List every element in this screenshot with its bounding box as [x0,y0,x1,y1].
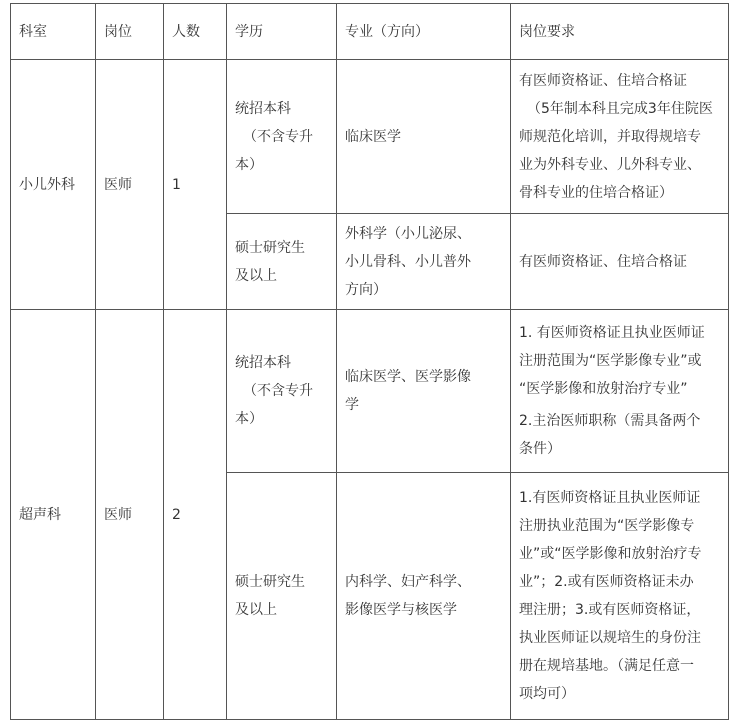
req-line: 1.有医师资格证且执业医师证 [519,490,701,506]
table-row [11,310,729,473]
major-cell [337,310,511,473]
count-cell: 2 [164,310,227,720]
header-req: 岗位要求 [511,4,729,60]
req-cell [511,214,729,310]
major-line: 临床医学、医学影像 [345,369,471,385]
req-line: 师规范化培训，并取得规培专 [519,128,701,145]
edu-line: 硕士研究生 [235,574,305,590]
major-line: 影像医学与核医学 [345,602,457,618]
edu-cell [227,473,337,720]
dept-cell: 小儿外科 [11,60,96,310]
edu-line: 硕士研究生 [235,239,305,256]
major-cell [337,214,511,310]
edu-line: （不含专升 [243,128,313,145]
table-row [11,60,729,214]
req-line: 注册范围为“医学影像专业”或 [519,353,702,369]
req-line: 有医师资格证、住培合格证 [519,72,687,89]
major-cell [337,60,511,214]
header-post: 岗位 [96,4,164,60]
req-line: 业为外科专业、儿外科专业、 [519,156,701,173]
req-line: 2.主治医师职称（需具备两个 [519,413,701,429]
header-row [11,4,729,60]
edu-line: 统招本科 [235,100,291,117]
edu-cell [227,310,337,473]
req-line: 执业医师证以规培生的身份注 [519,630,701,646]
major-line: 临床医学 [345,128,401,145]
header-major: 专业（方向） [337,4,511,60]
req-line: 册在规培基地。（满足任意一 [519,658,694,674]
req-line: 业”；2.或有医师资格证未办 [519,574,694,590]
header-edu: 学历 [227,4,337,60]
major-line: 方向） [345,281,387,298]
major-cell [337,473,511,720]
req-cell [511,60,729,214]
edu-line: （不含专升 [243,383,313,399]
edu-line: 本） [235,411,263,427]
edu-cell [227,60,337,214]
req-line: 注册执业范围为“医学影像专 [519,518,695,534]
req-line: 有医师资格证、住培合格证 [519,253,687,270]
req-line: “医学影像和放射治疗专业” [519,381,688,397]
header-count: 人数 [164,4,227,60]
req-line: 条件） [519,441,561,457]
req-line: 业”或“医学影像和放射治疗专 [519,546,702,562]
major-line: 外科学（小儿泌尿、 [345,225,471,242]
major-line: 内科学、妇产科学、 [345,574,471,590]
edu-line: 及以上 [235,602,277,618]
edu-line: 及以上 [235,267,277,284]
dept-cell: 超声科 [11,310,96,720]
req-line: 骨科专业的住培合格证） [519,184,673,201]
req-cell [511,310,729,473]
req-cell [511,473,729,720]
req-line: 项均可） [519,686,575,702]
major-line: 学 [345,397,359,413]
post-cell: 医师 [96,60,164,310]
req-line: （5年制本科且完成3年住院医 [527,100,713,117]
req-line: 理注册；3.或有医师资格证， [519,602,701,618]
positions-table [10,3,729,720]
edu-line: 统招本科 [235,355,291,371]
post-cell: 医师 [96,310,164,720]
count-cell: 1 [164,60,227,310]
edu-cell [227,214,337,310]
header-dept: 科室 [11,4,96,60]
req-line: 1. 有医师资格证且执业医师证 [519,325,705,341]
major-line: 小儿骨科、小儿普外 [345,253,471,270]
edu-line: 本） [235,156,263,173]
